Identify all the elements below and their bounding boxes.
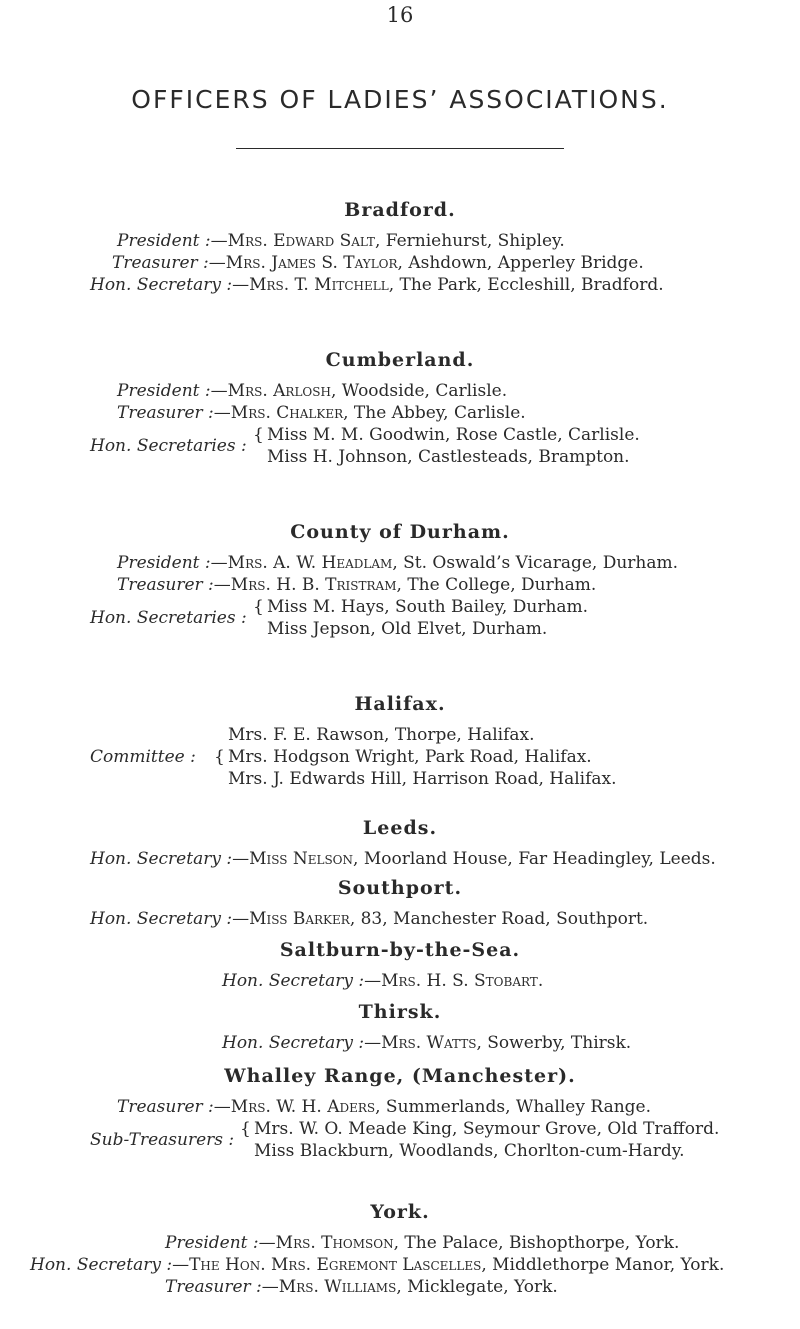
officer-name: Miss H. Johnson — [267, 447, 408, 467]
entry-row — [228, 724, 800, 746]
role-label: Hon. Secretary : — [222, 971, 365, 991]
officer-address: , Castlesteads, Brampton. — [407, 447, 630, 467]
entry-row — [267, 596, 800, 618]
officer-name: Mrs. H. B. Tristram — [230, 575, 397, 595]
section-saltburn — [0, 936, 800, 992]
entry-row: Hon. Secretary :—Mrs. H. S. Stobart. — [222, 971, 544, 991]
role-label: Treasurer : — [117, 575, 214, 595]
role-label: President : — [117, 381, 211, 401]
section-heading: Southport. — [337, 877, 463, 899]
officer-name: Mrs. A. W. Headlam — [227, 553, 393, 573]
officer-address: , Park Road, Halifax. — [414, 747, 592, 767]
officer-address: , Ferniehurst, Shipley. — [374, 231, 565, 251]
section-leeds — [0, 814, 800, 870]
brace: { — [240, 1119, 251, 1139]
role-label: Sub-Treasurers : — [90, 1130, 235, 1150]
officer-address: , 83, Manchester Road, Southport. — [349, 909, 649, 929]
officer-name: Miss Blackburn — [254, 1141, 389, 1161]
role-label: Hon. Secretaries : — [90, 436, 247, 456]
officer-name: Miss Nelson — [249, 849, 354, 869]
entry-row: President :—Mrs. Arlosh, Woodside, Carlisle. — [117, 381, 508, 401]
officer-address: , Rose Castle, Carlisle. — [445, 425, 640, 445]
entry-row — [267, 424, 800, 446]
role-label: Hon. Secretary : — [90, 275, 233, 295]
officer-address: , Middlethorpe Manor, York. — [481, 1255, 725, 1275]
officer-address: , The Abbey, Carlisle. — [343, 403, 526, 423]
officer-name: Mrs. H. S. Stobart — [381, 971, 538, 991]
role-label: Treasurer : — [112, 253, 209, 273]
section-whalley-range — [0, 1062, 800, 1162]
section-heading: Thirsk. — [358, 1001, 442, 1023]
officer-address: , Woodlands, Chorlton-cum-Hardy. — [388, 1141, 685, 1161]
officer-name: Mrs. James S. Taylor — [225, 253, 398, 273]
section-halifax — [0, 690, 800, 790]
officer-name: Mrs. J. Edwards Hill — [228, 769, 402, 789]
officer-name: Mrs. Arlosh — [227, 381, 331, 401]
officer-address: , South Bailey, Durham. — [384, 597, 589, 617]
officer-address: , Moorland House, Far Headingley, Leeds. — [353, 849, 716, 869]
entry-group — [0, 424, 800, 468]
officer-name: Miss Barker — [249, 909, 350, 929]
officer-name: The Hon. Mrs. Egremont Lascelles — [189, 1255, 482, 1275]
entry-row: Treasurer :—Mrs. H. B. Tristram, The College, Durham. — [117, 575, 597, 595]
section-heading: York. — [370, 1201, 430, 1223]
role-label: President : — [117, 553, 211, 573]
officer-name: Mrs. Thomson — [275, 1233, 394, 1253]
role-label: President : — [165, 1233, 259, 1253]
officer-name: Mrs. F. E. Rawson — [228, 725, 385, 745]
role-label: Treasurer : — [117, 1097, 214, 1117]
officer-address: , Sowerby, Thirsk. — [476, 1033, 632, 1053]
officer-address: , The Park, Eccleshill, Bradford. — [388, 275, 664, 295]
entry-row — [267, 446, 800, 468]
officer-address: , Seymour Grove, Old Trafford. — [452, 1119, 720, 1139]
section-heading: Leeds. — [362, 817, 438, 839]
entry-row — [228, 768, 800, 790]
entry-row: Hon. Secretary :—The Hon. Mrs. Egremont Lascelles, Middlethorpe Manor, York. — [30, 1255, 725, 1275]
entry-row: President :—Mrs. Edward Salt, Ferniehurst, Shipley. — [117, 231, 565, 251]
section-heading: Saltburn-by-the-Sea. — [279, 939, 521, 961]
entry-row — [254, 1140, 800, 1162]
officer-name: Miss Jepson — [267, 619, 371, 639]
role-label: Treasurer : — [165, 1277, 262, 1297]
entry-row: Hon. Secretary :—Mrs. Watts, Sowerby, Thirsk. — [222, 1033, 632, 1053]
entry-group — [0, 724, 800, 790]
entry-row: Treasurer :—Mrs. James S. Taylor, Ashdown, Apperley Bridge. — [112, 253, 644, 273]
entry-row — [267, 618, 800, 640]
officer-address: . — [537, 971, 544, 991]
entry-row: President :—Mrs. Thomson, The Palace, Bishopthorpe, York. — [165, 1233, 680, 1253]
officer-name: Mrs. W. H. Aders — [230, 1097, 376, 1117]
section-heading: Bradford. — [344, 199, 456, 221]
entry-row — [228, 746, 800, 768]
entry-row: Hon. Secretary :—Miss Barker, 83, Manchester Road, Southport. — [90, 909, 649, 929]
officer-address: , The College, Durham. — [396, 575, 597, 595]
role-label: Hon. Secretary : — [90, 849, 233, 869]
officer-name: Mrs. T. Mitchell — [249, 275, 389, 295]
section-york — [0, 1198, 800, 1298]
section-heading: County of Durham. — [290, 521, 510, 543]
officer-address: , The Palace, Bishopthorpe, York. — [393, 1233, 680, 1253]
officer-address: , Woodside, Carlisle. — [330, 381, 508, 401]
section-cumberland — [0, 346, 800, 468]
officer-name: Mrs. W. O. Meade King — [254, 1119, 453, 1139]
officer-address: , Thorpe, Halifax. — [384, 725, 535, 745]
role-label: Hon. Secretaries : — [90, 608, 247, 628]
entry-row: Hon. Secretary :—Miss Nelson, Moorland House, Far Headingley, Leeds. — [90, 849, 716, 869]
officer-address: , St. Oswald’s Vicarage, Durham. — [392, 553, 679, 573]
brace: { — [253, 425, 264, 445]
role-label: Hon. Secretary : — [30, 1255, 173, 1275]
section-thirsk — [0, 998, 800, 1054]
officer-name: Mrs. Watts — [381, 1033, 477, 1053]
officer-name: Mrs. Edward Salt — [227, 231, 375, 251]
officer-address: , Micklegate, York. — [396, 1277, 558, 1297]
officer-name: Miss M. M. Goodwin — [267, 425, 445, 445]
entry-row: Treasurer :—Mrs. Chalker, The Abbey, Carlisle. — [117, 403, 526, 423]
title-divider — [236, 148, 564, 149]
entry-group — [0, 1118, 800, 1162]
entry-group — [0, 596, 800, 640]
role-label: Committee : — [90, 747, 196, 767]
officer-address: , Summerlands, Whalley Range. — [375, 1097, 651, 1117]
section-heading: Whalley Range, (Manchester). — [224, 1065, 576, 1087]
role-label: President : — [117, 231, 211, 251]
entry-row — [254, 1118, 800, 1140]
officer-address: , Ashdown, Apperley Bridge. — [397, 253, 644, 273]
section-bradford — [0, 196, 800, 296]
entry-row: Hon. Secretary :—Mrs. T. Mitchell, The Park, Eccleshill, Bradford. — [90, 275, 664, 295]
officer-name: Mrs. Hodgson Wright — [228, 747, 415, 767]
brace: { — [214, 747, 225, 767]
officer-address: , Harrison Road, Halifax. — [401, 769, 617, 789]
section-heading: Halifax. — [354, 693, 446, 715]
role-label: Treasurer : — [117, 403, 214, 423]
officer-name: Mrs. Williams — [278, 1277, 397, 1297]
page-number: 16 — [386, 3, 414, 27]
section-southport — [0, 874, 800, 930]
entry-row: Treasurer :—Mrs. Williams, Micklegate, York. — [165, 1277, 558, 1297]
page-title: OFFICERS OF LADIES’ ASSOCIATIONS. — [131, 85, 669, 114]
officer-address: , Old Elvet, Durham. — [370, 619, 548, 639]
role-label: Hon. Secretary : — [222, 1033, 365, 1053]
entry-row: President :—Mrs. A. W. Headlam, St. Oswald’s Vicarage, Durham. — [117, 553, 679, 573]
brace: { — [253, 597, 264, 617]
entry-row: Treasurer :—Mrs. W. H. Aders, Summerlands, Whalley Range. — [117, 1097, 651, 1117]
officer-name: Miss M. Hays — [267, 597, 385, 617]
section-heading: Cumberland. — [325, 349, 475, 371]
role-label: Hon. Secretary : — [90, 909, 233, 929]
officer-name: Mrs. Chalker — [230, 403, 344, 423]
section-durham — [0, 518, 800, 640]
